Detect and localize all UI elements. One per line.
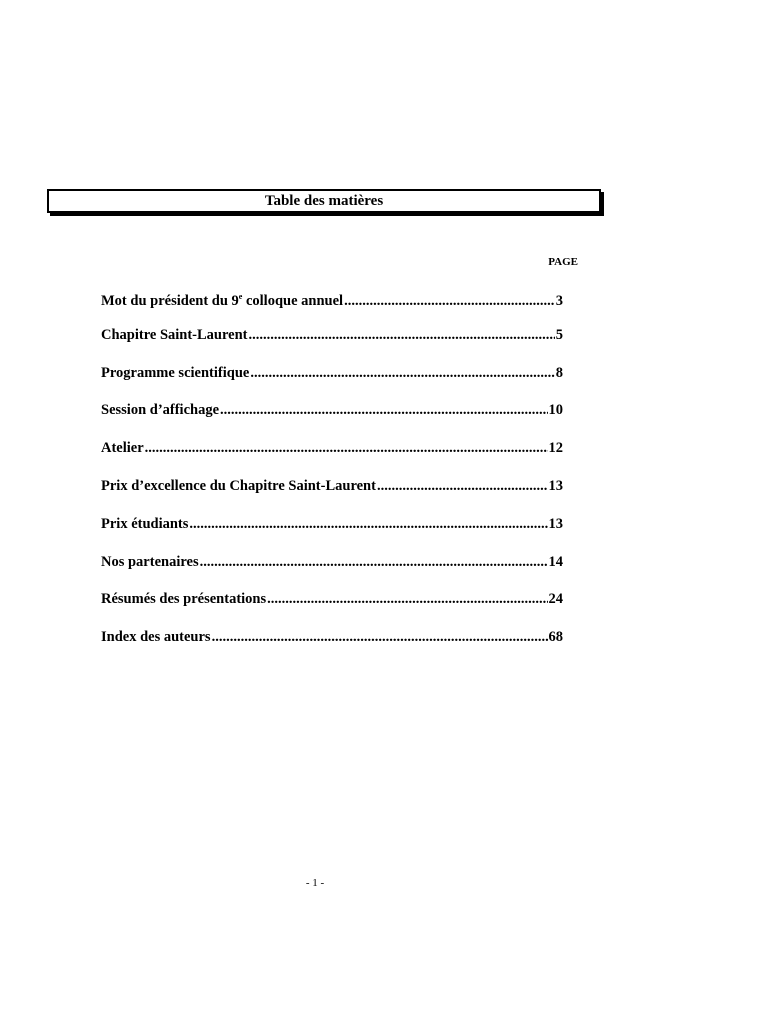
- toc-entry-programme[interactable]: [101, 363, 563, 401]
- toc-entry-prix-excellence[interactable]: [101, 476, 563, 514]
- toc-entry-label: Résumés des présentations: [101, 591, 267, 608]
- superscript: e: [238, 292, 243, 301]
- toc-entry-page: 14: [548, 553, 563, 570]
- toc-entry-index[interactable]: [101, 627, 563, 665]
- toc-entry-page: 3: [555, 293, 563, 309]
- toc-entry-page: 13: [548, 515, 563, 532]
- dot-leader: [220, 400, 547, 420]
- toc-entry-label: Programme scientifique: [101, 364, 250, 381]
- dot-leader: [267, 589, 547, 609]
- table-of-contents: [101, 287, 563, 665]
- toc-entry-label: Chapitre Saint-Laurent: [101, 326, 248, 343]
- dot-leader: [200, 552, 548, 572]
- dot-leader: [145, 438, 548, 458]
- dot-leader: [249, 325, 555, 345]
- toc-entry-president[interactable]: [101, 287, 563, 325]
- toc-entry-resumes[interactable]: [101, 589, 563, 627]
- toc-entry-label: Nos partenaires: [101, 553, 199, 570]
- toc-entry-page: 13: [548, 477, 563, 494]
- toc-entry-page: 10: [548, 402, 563, 419]
- toc-entry-page: 5: [555, 326, 563, 343]
- dot-leader: [250, 363, 554, 383]
- dot-leader: [377, 476, 548, 496]
- toc-entry-label: Session d’affichage: [101, 402, 220, 419]
- toc-title: Table des matières: [47, 189, 601, 213]
- dot-leader: [189, 514, 547, 534]
- toc-entry-page: 12: [548, 440, 563, 457]
- toc-entry-chapitre[interactable]: [101, 325, 563, 363]
- page-column-header: PAGE: [548, 256, 578, 268]
- toc-entry-page: 8: [555, 364, 563, 381]
- toc-entry-label: Index des auteurs: [101, 629, 211, 646]
- toc-entry-page: 24: [548, 591, 563, 608]
- toc-entry-partenaires[interactable]: [101, 552, 563, 590]
- dot-leader: [344, 291, 555, 311]
- toc-entry-label: Prix d’excellence du Chapitre Saint-Laurent: [101, 477, 376, 494]
- toc-entry-prix-etudiants[interactable]: [101, 514, 563, 552]
- dot-leader: [212, 627, 548, 647]
- toc-entry-page: 68: [548, 629, 563, 646]
- toc-entry-atelier[interactable]: [101, 438, 563, 476]
- page-number-footer: - 1 -: [305, 877, 325, 889]
- toc-entry-label: Mot du président du 9e colloque annuel: [101, 292, 344, 309]
- toc-entry-label: Prix étudiants: [101, 515, 189, 532]
- toc-entry-session[interactable]: [101, 400, 563, 438]
- toc-entry-label: Atelier: [101, 440, 144, 457]
